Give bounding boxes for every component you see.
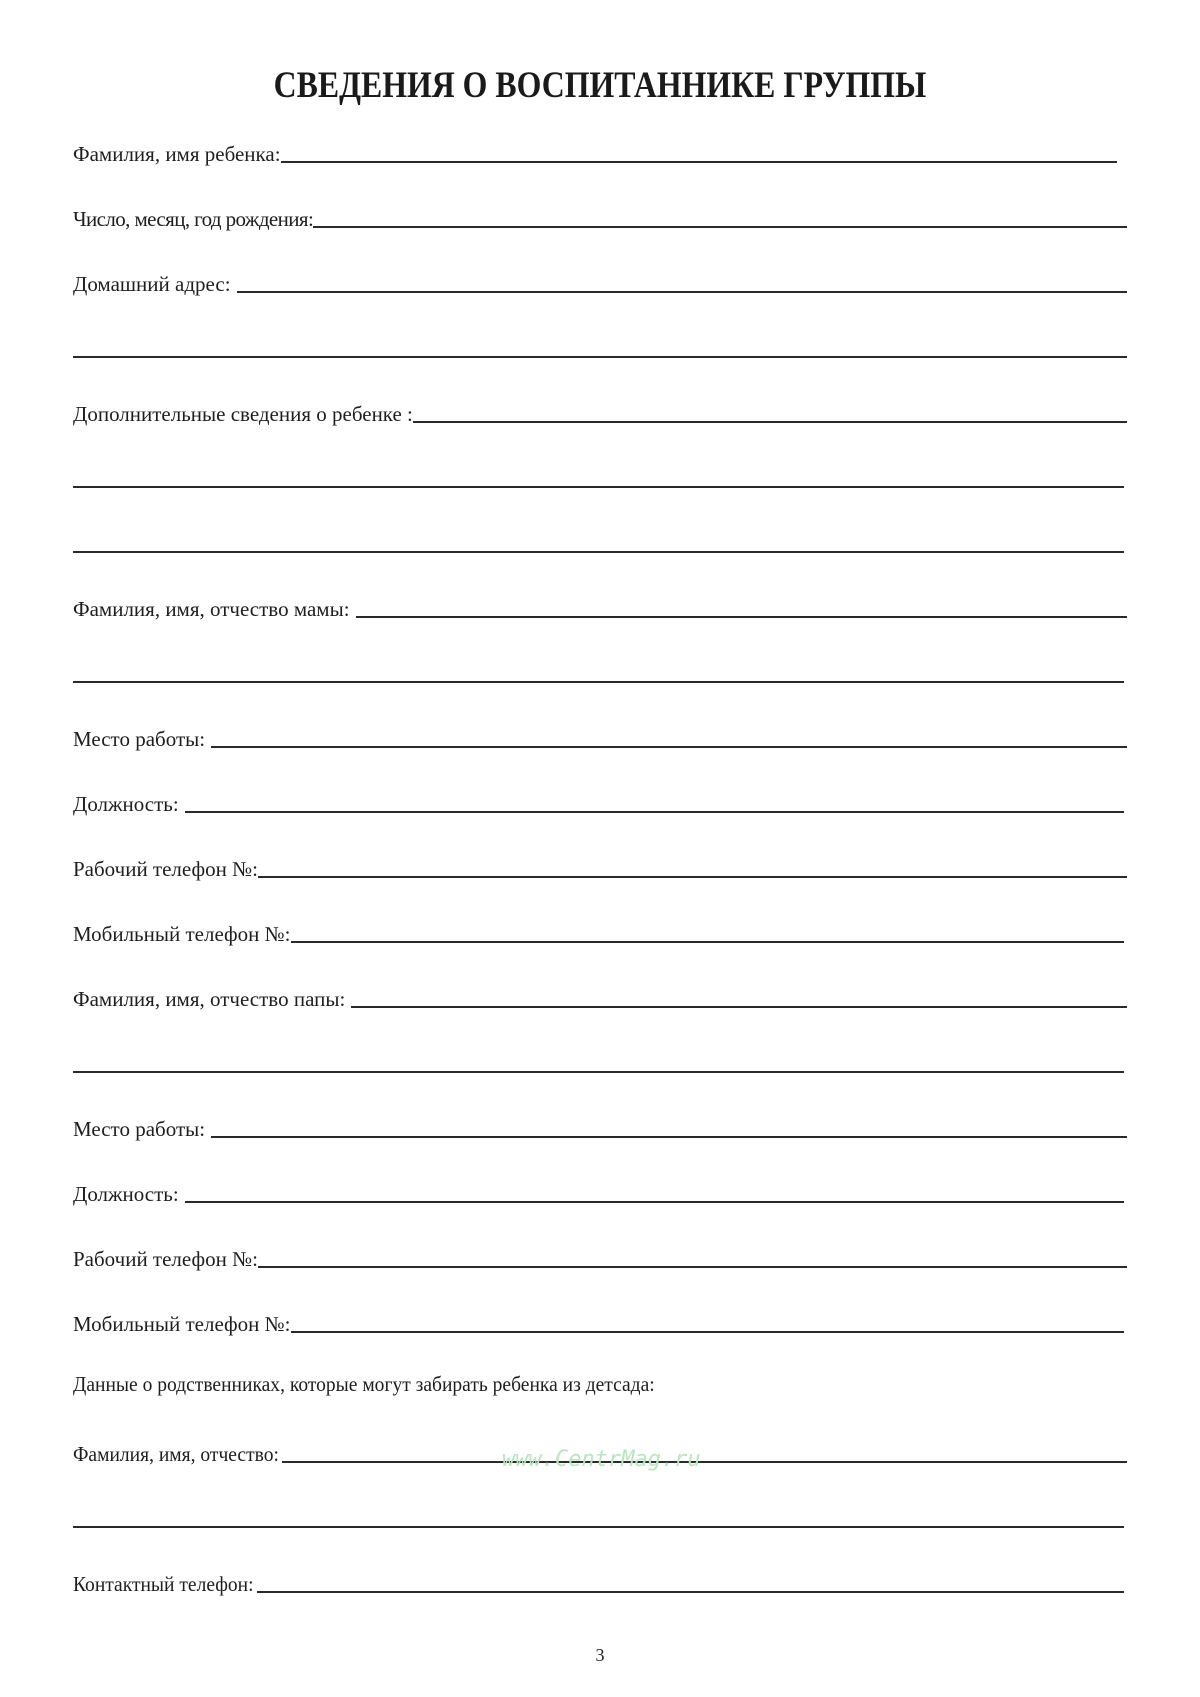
mother-position-row xyxy=(73,786,1124,816)
mother-mobile-phone-label: Мобильный телефон №: xyxy=(73,922,291,946)
mother-name-continuation-row xyxy=(73,656,1124,686)
contact-phone-row xyxy=(73,1566,1124,1596)
father-position-label: Должность: xyxy=(73,1182,179,1206)
mother-work-phone-input-line[interactable] xyxy=(258,876,1127,878)
child-name-input-line[interactable] xyxy=(281,161,1117,163)
mother-workplace-label: Место работы: xyxy=(73,727,206,751)
mother-position-label: Должность: xyxy=(73,792,179,816)
relative-name-continuation-line[interactable] xyxy=(73,1526,1124,1528)
mother-name-label: Фамилия, имя, отчество мамы: xyxy=(73,597,350,621)
mother-name-row xyxy=(73,591,1127,621)
father-workplace-label: Место работы: xyxy=(73,1117,206,1141)
relative-name-continuation-row xyxy=(73,1501,1124,1531)
mother-name-continuation-line[interactable] xyxy=(73,681,1124,683)
father-mobile-phone-label: Мобильный телефон №: xyxy=(73,1312,291,1336)
father-name-continuation-row xyxy=(73,1046,1124,1076)
father-position-row xyxy=(73,1176,1124,1206)
father-name-continuation-line[interactable] xyxy=(73,1071,1124,1073)
father-name-row xyxy=(73,981,1127,1011)
contact-phone-input-line[interactable] xyxy=(257,1591,1124,1593)
home-address-row xyxy=(73,266,1127,296)
home-address-continuation-row xyxy=(73,331,1127,361)
page-title: СВЕДЕНИЯ О ВОСПИТАННИКЕ ГРУППЫ xyxy=(273,65,927,106)
mother-mobile-phone-input-line[interactable] xyxy=(291,941,1125,943)
relative-name-input-line[interactable] xyxy=(282,1461,1127,1463)
mother-position-input-line[interactable] xyxy=(185,811,1124,813)
father-mobile-phone-row xyxy=(73,1306,1124,1336)
additional-info-label: Дополнительные сведения о ребенке : xyxy=(73,402,413,426)
additional-info-input-line[interactable] xyxy=(413,421,1127,423)
mother-name-input-line[interactable] xyxy=(356,616,1127,618)
child-name-row xyxy=(73,136,1117,166)
father-work-phone-input-line[interactable] xyxy=(258,1266,1127,1268)
mother-work-phone-label: Рабочий телефон №: xyxy=(73,857,258,881)
birth-date-label: Число, месяц, год рождения: xyxy=(73,207,314,231)
father-work-phone-label: Рабочий телефон №: xyxy=(73,1247,258,1271)
additional-info-continuation-line-2[interactable] xyxy=(73,551,1124,553)
watermark: www.CentrMag.ru xyxy=(502,1447,701,1472)
additional-info-continuation-row-1 xyxy=(73,461,1124,491)
relatives-section-heading: Данные о родственниках, которые могут забирать ребенка из детсада: xyxy=(73,1372,655,1396)
birth-date-row xyxy=(73,201,1127,231)
additional-info-continuation-line-1[interactable] xyxy=(73,486,1124,488)
father-work-phone-row xyxy=(73,1241,1127,1271)
father-workplace-row xyxy=(73,1111,1127,1141)
father-position-input-line[interactable] xyxy=(185,1201,1124,1203)
contact-phone-label: Контактный телефон: xyxy=(73,1572,254,1596)
mother-work-phone-row xyxy=(73,851,1127,881)
additional-info-continuation-row-2 xyxy=(73,526,1124,556)
father-workplace-input-line[interactable] xyxy=(211,1136,1127,1138)
birth-date-input-line[interactable] xyxy=(313,226,1127,228)
father-mobile-phone-input-line[interactable] xyxy=(291,1331,1125,1333)
father-name-label: Фамилия, имя, отчество папы: xyxy=(73,987,346,1011)
mother-mobile-phone-row xyxy=(73,916,1124,946)
page-number: 3 xyxy=(595,1645,605,1665)
home-address-input-line[interactable] xyxy=(237,291,1127,293)
father-name-input-line[interactable] xyxy=(351,1006,1127,1008)
home-address-continuation-line[interactable] xyxy=(73,356,1127,358)
mother-workplace-row xyxy=(73,721,1127,751)
home-address-label: Домашний адрес: xyxy=(73,272,231,296)
child-name-label: Фамилия, имя ребенка: xyxy=(73,142,281,166)
relative-name-label: Фамилия, имя, отчество: xyxy=(73,1442,279,1466)
additional-info-row xyxy=(73,396,1127,426)
mother-workplace-input-line[interactable] xyxy=(211,746,1127,748)
